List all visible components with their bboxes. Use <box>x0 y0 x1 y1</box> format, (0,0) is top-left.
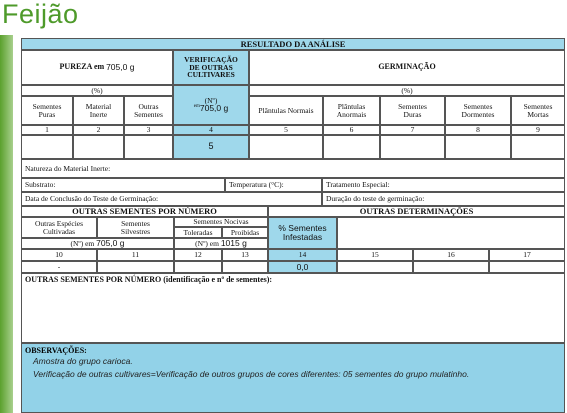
col-number: 5 <box>249 125 323 135</box>
tratamento-field: Tratamento Especial: <box>322 178 565 192</box>
report-header: RESULTADO DA ANÁLISE <box>21 38 565 50</box>
col-sementes-puras: Sementes Puras <box>21 96 73 125</box>
value-cell <box>97 261 174 273</box>
unit-right-label: (Nº) em <box>195 238 219 248</box>
col-number: 3 <box>124 125 173 135</box>
value-cell <box>73 135 124 159</box>
col-sementes-mortas: Sementes Mortas <box>511 96 565 125</box>
pureza-unit: (%) <box>21 85 173 96</box>
unit-right-weight: 1015 g <box>220 238 247 249</box>
value-cell <box>413 261 489 273</box>
pureza-title <box>21 50 173 85</box>
col-sementes-dormentes: Sementes Dormentes <box>445 96 511 125</box>
value-cell <box>489 261 565 273</box>
analysis-report-sheet <box>21 38 565 413</box>
col-number: 14 <box>268 249 337 261</box>
verificacao-em: em <box>193 104 200 110</box>
col-outras-sementes: Outras Sementes <box>124 96 173 125</box>
col-number: 13 <box>222 249 268 261</box>
col-sementes-duras: Sementes Duras <box>380 96 445 125</box>
germinacao-title: GERMINAÇÃO <box>249 50 565 85</box>
outras-sementes-numero-title: OUTRAS SEMENTES POR NÚMERO <box>21 206 268 217</box>
col-number: 11 <box>97 249 174 261</box>
col-number: 12 <box>174 249 222 261</box>
sementes-infestadas-value: 0,0 <box>268 261 337 273</box>
outras-determinacoes-title: OUTRAS DETERMINAÇÕES <box>268 206 565 217</box>
col-number: 17 <box>489 249 565 261</box>
value-cell <box>21 135 73 159</box>
col-number: 9 <box>511 125 565 135</box>
unit-left-weight: 705,0 g <box>96 238 125 249</box>
outras-sementes-identificacao <box>21 273 565 343</box>
value-cell <box>323 135 380 159</box>
observacoes-line-2: Verificação de outras cultivares=Verificação de outros grupos de cores diferentes: 05 sementes do grupo mulatinho. <box>33 369 470 379</box>
col-plantulas-anormais: Plântulas Anormais <box>323 96 380 125</box>
col-number: 16 <box>413 249 489 261</box>
unit-right <box>174 238 268 249</box>
natureza-material-inerte: Natureza do Material Inerte: <box>21 159 565 178</box>
slide-accent-bar <box>0 35 13 413</box>
value-cell <box>249 135 323 159</box>
value-cell <box>222 261 268 273</box>
col-number: 4 <box>173 125 249 135</box>
duracao-field: Duração do teste de germinação: <box>322 192 565 206</box>
col-number: 2 <box>73 125 124 135</box>
pureza-label: PUREZA em <box>59 62 105 72</box>
germinacao-unit: (%) <box>249 85 565 96</box>
value-cell <box>174 261 222 273</box>
value-cell <box>511 135 565 159</box>
observacoes-box <box>21 343 565 413</box>
col-number: 7 <box>380 125 445 135</box>
col-sementes-silvestres: Sementes Silvestres <box>97 217 174 238</box>
outras-especies-value: - <box>21 261 97 273</box>
data-conclusao-field: Data de Conclusão do Teste de Germinação: <box>21 192 322 206</box>
observacoes-title: OBSERVAÇÕES: <box>25 346 87 355</box>
value-cell <box>337 261 413 273</box>
temperatura-field: Temperatura (°C): <box>225 178 322 192</box>
page-title: Feijão <box>2 0 79 29</box>
col-toleradas: Toleradas <box>174 227 222 238</box>
col-number: 8 <box>445 125 511 135</box>
col-material-inerte: Material Inerte <box>73 96 124 125</box>
col-proibidas: Proibidas <box>222 227 268 238</box>
verificacao-title: VERIFICAÇÃO DE OUTRAS CULTIVARES <box>173 50 249 85</box>
unit-left-label: (Nº) em <box>70 238 95 248</box>
verificacao-sub <box>173 85 249 125</box>
value-cell <box>380 135 445 159</box>
outras-sementes-identificacao-label: OUTRAS SEMENTES POR NÚMERO (identificação e nº de sementes): <box>25 275 273 284</box>
det-empty-cell <box>337 217 565 249</box>
col-number: 15 <box>337 249 413 261</box>
unit-left <box>21 238 174 249</box>
col-number: 1 <box>21 125 73 135</box>
sementes-infestadas-header: % Sementes Infestadas <box>268 217 337 249</box>
pureza-weight: 705,0 g <box>106 62 135 73</box>
substrato-field: Substrato: <box>21 178 225 192</box>
col-sementes-nocivas: Sementes Nocivas <box>174 217 268 227</box>
observacoes-line-1: Amostra do grupo carioca. <box>33 356 133 366</box>
col-outras-especies: Outras Espécies Cultivadas <box>21 217 97 238</box>
value-cell <box>445 135 511 159</box>
col-plantulas-normais: Plântulas Normais <box>249 96 323 125</box>
value-cell <box>124 135 173 159</box>
verificacao-unit: (Nº) <box>204 95 218 105</box>
verificacao-value: 5 <box>173 135 249 159</box>
col-number: 6 <box>323 125 380 135</box>
col-number: 10 <box>21 249 97 261</box>
verificacao-weight: 705,0 g <box>199 103 229 114</box>
